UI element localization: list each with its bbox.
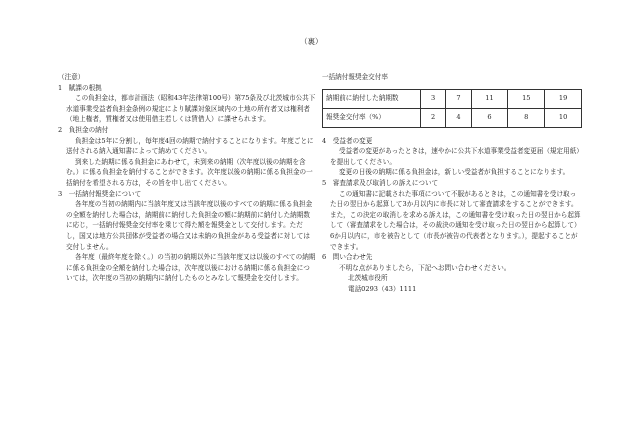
table-cell: 2 bbox=[421, 108, 446, 127]
table-cell: 10 bbox=[545, 108, 582, 127]
table-row bbox=[323, 89, 582, 108]
section-heading: 6 問い合わせ先 bbox=[322, 253, 373, 262]
section-paragraph: 各年度の当初の納期内に当該年度又は当該年度以後のすべての納期に係る負担金の全額を納付した場合は，納期前に納付した負担金の額に納期前に納付した納期数に応じ，一括納付報奨金交付率を乗じて得た額を報奨金として交付します。ただし，国又は地方公共団体が受益者の場合又は未納の負担金がある受益者に対しては交付しません。 bbox=[66, 200, 313, 251]
section-appeal bbox=[322, 178, 582, 252]
section-heading: 2 負担金の納付 bbox=[58, 125, 109, 134]
section-paragraph: 到来した納期に係る負担金にあわせて，未到来の納期（次年度以後の納期を含む。）に係る負担金を納付することができます。次年度以後の納期に係る負担金の一括納付を希望される方は，その旨を申し出てください。 bbox=[66, 157, 313, 187]
table-cell: 19 bbox=[545, 89, 582, 108]
section-basis bbox=[58, 83, 316, 125]
section-heading: 5 審査請求及び取消しの訴えについて bbox=[322, 178, 439, 187]
section-heading: 3 一括納付報奨金について bbox=[58, 189, 142, 198]
table-row bbox=[323, 108, 582, 127]
section-paragraph: 受益者の変更があったときは，速やかに公共下水道事業受益者変更届（規定用紙）を提出してください。 bbox=[330, 147, 580, 166]
section-reward bbox=[58, 189, 316, 284]
section-paragraph: 負担金は5年に分割し，毎年度4回の納期で納付することになります。年度ごとに送付される納入通知書によって納めてください。 bbox=[66, 136, 314, 156]
section-change bbox=[322, 136, 582, 178]
contact-phone: 電話0293（43）1111 bbox=[348, 284, 417, 293]
table-cell: 3 bbox=[421, 89, 446, 108]
section-paragraph: 変更の日後の納期に係る負担金は，新しい受益者が負担することになります。 bbox=[339, 168, 570, 177]
section-paragraph: 各年度（最終年度を除く。）の当初の納期以外に当該年度又は以後のすべての納期に係る負担金の全額を納付した場合は，次年度以後における納期に係る負担金については，次年度の当初の納期内に納付したものとみなして報奨金を交付します。 bbox=[66, 253, 316, 283]
section-heading: 1 賦課の根拠 bbox=[58, 83, 102, 92]
section-heading: 4 受益者の変更 bbox=[322, 136, 373, 145]
contact-office: 北茨城市役所 bbox=[348, 274, 388, 283]
table-cell: 15 bbox=[508, 89, 545, 108]
rate-table bbox=[322, 89, 582, 128]
section-paragraph: 不明な点がありましたら，下記へお問い合わせください。 bbox=[339, 263, 511, 272]
table-cell: 8 bbox=[508, 108, 545, 127]
table-row-label: 納期前に納付した納期数 bbox=[323, 89, 421, 108]
section-contact bbox=[322, 252, 582, 294]
section-paragraph: この負担金は，都市計画法（昭和43年法律第100号）第75条及び北茨城市公共下水道事業受益者負担金条例の規定により賦課対象区域内の土地の所有者又は権利者（地上権者，質権者又は使用借主若しくは賃借人）に課せられます。 bbox=[66, 94, 316, 124]
left-column bbox=[58, 72, 316, 284]
table-row-label: 報奨金交付率（%） bbox=[323, 108, 421, 127]
table-cell: 4 bbox=[446, 108, 471, 127]
right-column bbox=[322, 72, 582, 295]
section-paragraph: この通知書に記載された事項について不服があるときは，この通知書を受け取った日の翌日から起算して3か月以内に市長に対して審査請求をすることができます。また，この決定の取消しを求める訴えは，この通知書を受け取った日の翌日から起算して（審査請求をした場合は，その裁決の通知を受け取った日の翌日から起算して）6か月以内に，市を被告として（市長が被告の代表者となります。），提起することができます。 bbox=[330, 189, 581, 251]
table-cell: 7 bbox=[446, 89, 471, 108]
section-payment bbox=[58, 125, 316, 189]
table-cell: 6 bbox=[471, 108, 508, 127]
page-mark: （裏） bbox=[300, 37, 323, 46]
rate-table-title: 一括納付報奨金交付率 bbox=[322, 73, 388, 81]
notes-title: （注意） bbox=[58, 73, 85, 81]
table-cell: 11 bbox=[471, 89, 508, 108]
